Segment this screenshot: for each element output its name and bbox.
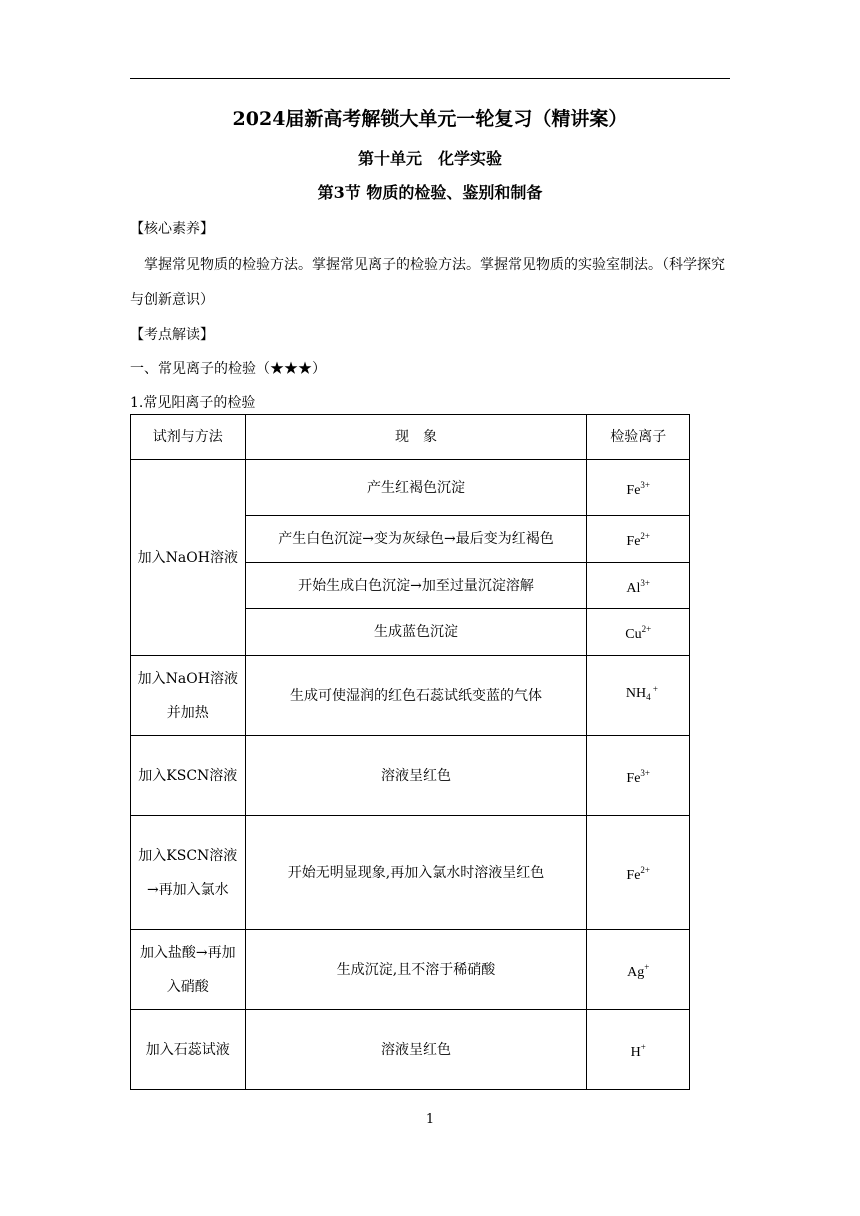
cation-test-table: [130, 414, 690, 1090]
phenomenon-cell: 生成可使湿润的红色石蕊试纸变蓝的气体: [245, 656, 587, 736]
ion-cell: Ag+: [587, 930, 690, 1010]
unit-title: 第十单元 化学实验: [357, 149, 502, 168]
ion-cell: $Fe^{2+}$: [587, 816, 690, 930]
phenomenon-cell: 产生白色沉淀→变为灰绿色→最后变为红褐色: [245, 516, 587, 563]
section-heading: 一、常见离子的检验（★★★）: [130, 361, 326, 377]
phenomenon-cell: 产生红褐色沉淀: [245, 460, 587, 516]
subsection-heading: 1.常见阳离子的检验: [130, 395, 256, 411]
table-row: [131, 816, 690, 930]
method-cell: 加入NaOH溶液并加热: [131, 656, 246, 736]
core-heading: 【核心素养】: [130, 221, 214, 237]
table-row: [131, 736, 690, 816]
table-row: [131, 656, 690, 736]
phenomenon-cell: 生成蓝色沉淀: [245, 609, 587, 656]
table-header-row: [131, 415, 690, 460]
method-cell: 加入NaOH溶液: [131, 460, 246, 656]
phenomenon-cell: 生成沉淀,且不溶于稀硝酸: [245, 930, 587, 1010]
phenomenon-cell: 开始生成白色沉淀→加至过量沉淀溶解: [245, 563, 587, 609]
phenomenon-cell: 开始无明显现象,再加入氯水时溶液呈红色: [245, 816, 587, 930]
reading-heading: 【考点解读】: [130, 327, 214, 343]
table-row: [131, 1010, 690, 1090]
method-cell: 加入KSCN溶液→再加入氯水: [131, 816, 246, 930]
page-number: 1: [425, 1112, 435, 1127]
document-title: 2024届新高考解锁大单元一轮复习（精讲案）: [232, 108, 628, 130]
ion-cell: $Al^{3+}$: [587, 563, 690, 609]
ion-cell: $Fe^{2+}$: [587, 516, 690, 563]
table-row: [131, 460, 690, 516]
method-cell: 加入盐酸→再加入硝酸: [131, 930, 246, 1010]
phenomenon-cell: 溶液呈红色: [245, 736, 587, 816]
header-method: 试剂与方法: [131, 415, 246, 460]
core-body: 掌握常见物质的检验方法。掌握常见离子的检验方法。掌握常见物质的实验室制法。（科学探究与创新意识）: [130, 257, 725, 308]
header-ion: 检验离子: [587, 415, 690, 460]
method-cell: 加入KSCN溶液: [131, 736, 246, 816]
ion-cell: H+: [587, 1010, 690, 1090]
phenomenon-cell: 溶液呈红色: [245, 1010, 587, 1090]
header-phenomenon: 现 象: [245, 415, 587, 460]
ion-cell: $Fe^{3+}$: [587, 736, 690, 816]
ion-cell: $NH_4$ +: [587, 656, 690, 736]
header-rule: [130, 78, 730, 79]
ion-cell: $Cu^{2+}$: [587, 609, 690, 656]
method-cell: 加入石蕊试液: [131, 1010, 246, 1090]
ion-cell: $Fe^{3+}$: [587, 460, 690, 516]
section-title: 第3节 物质的检验、鉴别和制备: [317, 183, 543, 202]
table-row: [131, 930, 690, 1010]
